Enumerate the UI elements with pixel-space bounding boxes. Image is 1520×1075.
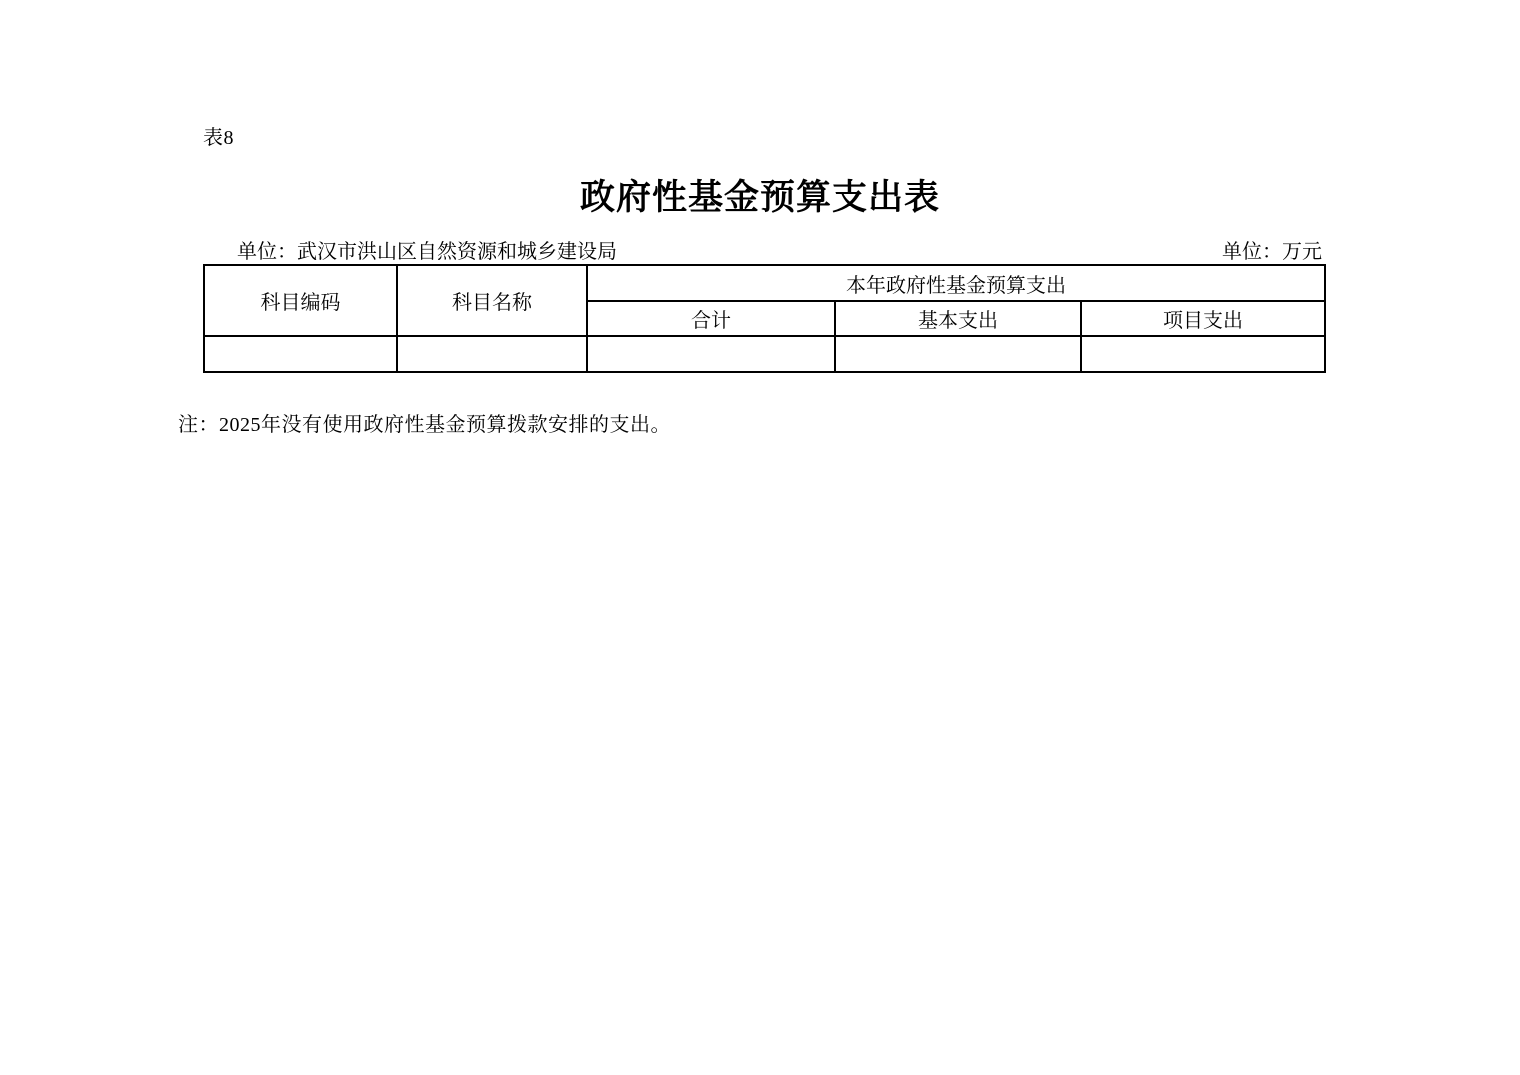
budget-expenditure-table xyxy=(203,264,1326,373)
footnote: 注：2025年没有使用政府性基金预算拨款安排的支出。 xyxy=(178,414,671,436)
table-number-label: 表8 xyxy=(203,127,234,149)
cell-basic-expenditure xyxy=(835,336,1081,372)
column-group-header-current-year-expenditure: 本年政府性基金预算支出 xyxy=(587,265,1325,301)
cell-total xyxy=(587,336,835,372)
cell-subject-code xyxy=(204,336,397,372)
column-header-basic-expenditure: 基本支出 xyxy=(835,301,1081,336)
organization-unit-label: 单位：武汉市洪山区自然资源和城乡建设局 xyxy=(237,241,617,263)
cell-subject-name xyxy=(397,336,587,372)
cell-project-expenditure xyxy=(1081,336,1325,372)
column-header-subject-name: 科目名称 xyxy=(397,265,587,336)
table-row xyxy=(204,336,1325,372)
currency-unit-label: 单位：万元 xyxy=(1222,241,1322,263)
table-header-row-1 xyxy=(204,265,1325,301)
unit-info-row xyxy=(203,235,1324,264)
column-header-project-expenditure: 项目支出 xyxy=(1081,301,1325,336)
column-header-subject-code: 科目编码 xyxy=(204,265,397,336)
page-title: 政府性基金预算支出表 xyxy=(579,178,940,217)
column-header-total: 合计 xyxy=(587,301,835,336)
